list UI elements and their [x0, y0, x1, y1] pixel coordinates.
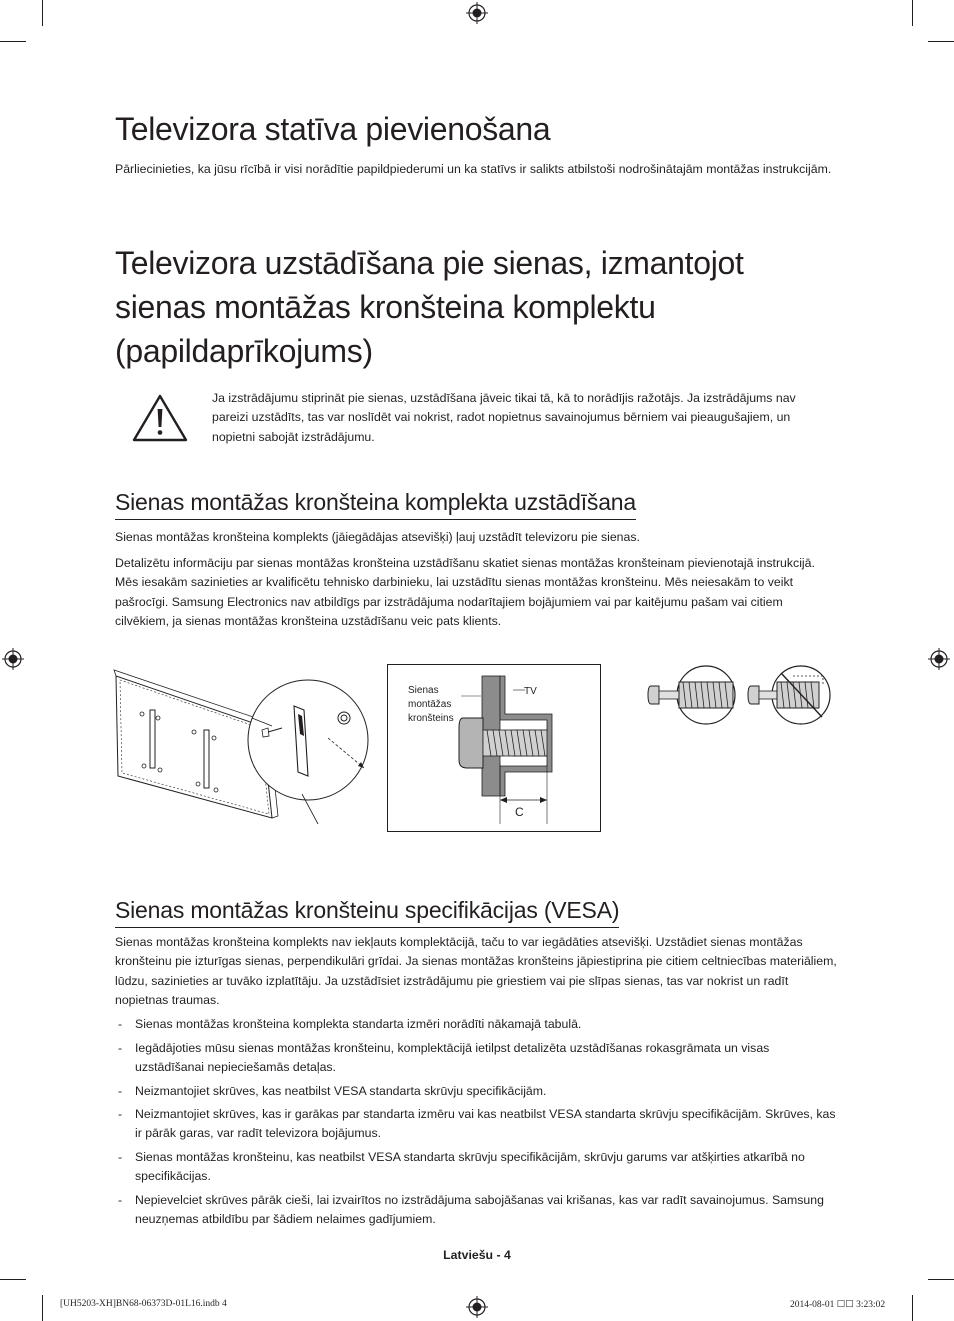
section1-paragraph-1: Sienas montāžas kronšteina komplekts (jāiegādājas atsevišķi) ļauj uzstādīt televizoru pie sienas.: [115, 530, 640, 544]
wall-heading-line1: Televizora uzstādīšana pie sienas, izmantojot: [115, 245, 744, 281]
registration-mark-icon: [2, 648, 24, 670]
wrong-screw-icon: [748, 666, 830, 724]
slug-timestamp: 2014-08-01 ☐☐ 3:23:02: [790, 1300, 886, 1310]
registration-mark-icon: [466, 1296, 488, 1318]
tv-back-illustration: [112, 666, 384, 838]
crop-mark: [912, 0, 913, 26]
bracket-label-line2: montāžas: [408, 699, 452, 710]
tv-label: TV: [524, 686, 537, 697]
section1-paragraph-2: Detalizētu informāciju par sienas montāžas kronšteina uzstādīšanu skatiet sienas montāžas kronšteinam pievienotajā instrukcijā. Mēs iesakām sazinieties ar kvalificētu tehnisko darbinieku, lai uzstādītu sienas montāžas kronšteinu. Mēs neiesakām to veikt pašrocīgi. Samsung Electronics nav atbildīgs par izstrādājuma nodarītajiem bojājumiem vai par kaitējumu pašam vai citiem cilvēkiem, ja sienas montāžas kronšteina uzstādīšanu veic pats klients.: [115, 556, 815, 628]
screw-comparison-illustration: [645, 664, 835, 726]
crop-mark: [912, 1295, 913, 1321]
warning-icon: [131, 393, 189, 443]
crop-mark: [42, 1295, 43, 1321]
registration-mark-icon: [466, 2, 488, 24]
correct-screw-icon: [648, 666, 735, 724]
crop-mark: [0, 41, 26, 42]
page-number: Latviešu - 4: [443, 1248, 511, 1262]
registration-mark-icon: [928, 648, 950, 670]
bracket-label-line3: kronšteins: [408, 713, 454, 724]
stand-heading: Televizora statīva pievienošana: [115, 111, 551, 147]
wall-heading-line3: (papildaprīkojums): [115, 333, 373, 369]
stand-text: Pārliecinieties, ka jūsu rīcībā ir visi norādītie papildpiederumi un ka statīvs ir salikts atbilstoši nodrošinātajām montāžas instrukcijām.: [115, 162, 832, 176]
section1-heading: Sienas montāžas kronšteina komplekta uzstādīšana: [115, 488, 636, 520]
crop-mark: [42, 0, 43, 26]
crop-mark: [928, 1279, 954, 1280]
section2-heading: Sienas montāžas kronšteinu specifikācijas (VESA): [115, 896, 619, 928]
crop-mark: [0, 1279, 26, 1280]
slug-file-info: [UH5203-XH]BN68-06373D-01L16.indb 4: [60, 1299, 227, 1309]
screw-cross-section-diagram: [387, 664, 601, 832]
crop-mark: [928, 41, 954, 42]
wall-heading-line2: sienas montāžas kronšteina komplektu: [115, 289, 656, 325]
warning-text: Ja izstrādājumu stiprināt pie sienas, uzstādīšana jāveic tikai tā, kā to norādījis ražotājs. Ja izstrādājums nav pareizi uzstādīts, tas var noslīdēt vai nokrist, radot nopietnus savainojumus bērniem vai pieaugušajiem, un nopietni sabojāt izstrādājumu.: [212, 391, 796, 444]
dimension-c-label: C: [515, 805, 524, 819]
bracket-label-line1: Sienas: [408, 685, 439, 696]
section2-paragraph: Sienas montāžas kronšteina komplekts nav iekļauts komplektācijā, taču to var iegādāties atsevišķi. Uzstādiet sienas montāžas kronšteinu pie izturīgas sienas, perpendikulāri grīdai. Ja sienas montāžas kronšteins jāpiestiprina pie citiem celtniecības materiāliem, lūdzu, sazinieties ar tuvāko izplatītāju. Ja uzstādīsiet izstrādājumu pie griestiem vai pie slīpas sienas, tas var nokrist un radīt nopietnas traumas.: [115, 935, 837, 1007]
